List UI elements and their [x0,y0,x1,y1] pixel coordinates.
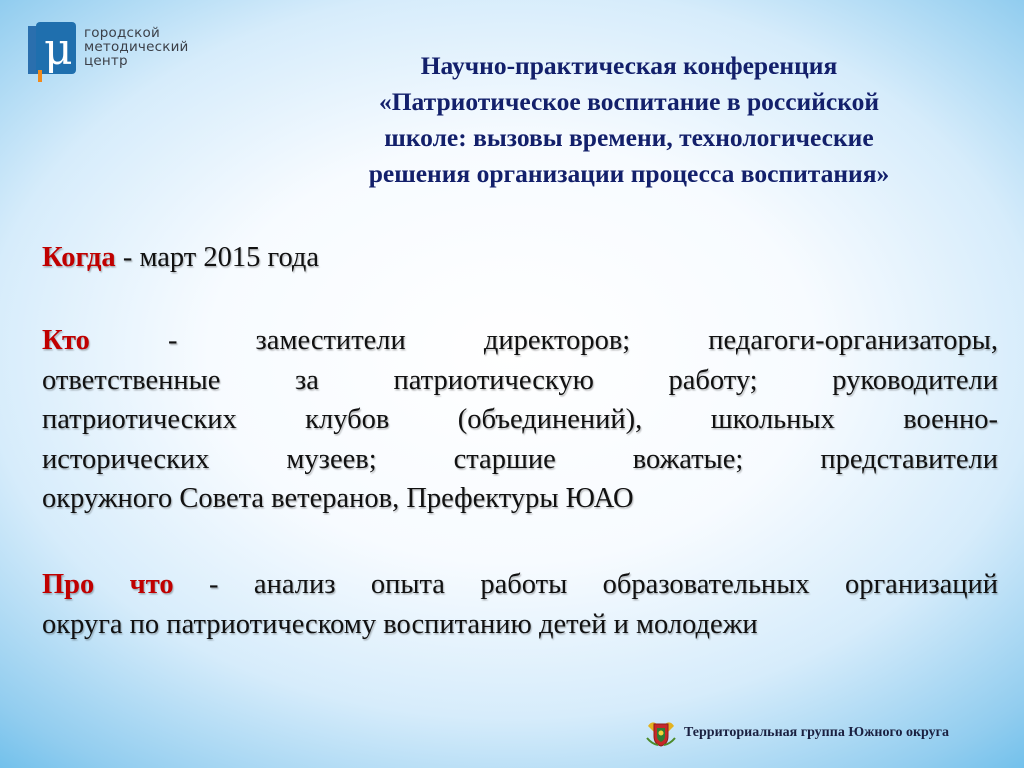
when-label: Когда [42,242,116,273]
title-line: решения организации процесса воспитания» [368,159,890,188]
who-paragraph [42,321,998,519]
slide-title [262,48,996,192]
who-line: исторических музеев; старшие вожатые; представители [42,443,998,475]
mu-logo-icon [28,20,82,82]
about-label: Про что [42,569,174,600]
title-line: Научно-практическая конференция [420,51,838,80]
who-label: Кто [42,325,90,356]
when-text: март 2015 года [139,242,320,273]
logo-line: центр [84,53,128,69]
about-text: - анализ опыта работы образовательных организаций [173,569,998,600]
svg-text:μ: μ [44,24,73,75]
who-line [42,321,998,361]
title-line: «Патриотическое воспитание в российской [378,87,880,116]
coat-of-arms-icon [644,718,678,748]
about-line: округа по патриотическому воспитанию детей и молодежи [42,608,758,640]
who-line: патриотических клубов (объединений), школьных военно- [42,404,998,435]
logo-line: методический [84,39,189,55]
about-line [42,565,998,605]
about-paragraph [42,565,998,644]
footer [644,718,949,748]
when-paragraph [42,238,998,278]
title-line: школе: вызовы времени, технологические [384,123,874,152]
logo-caption [84,26,189,68]
footer-text: Территориальная группа Южного округа [684,725,950,740]
gmc-logo [28,20,218,82]
logo-line: городской [84,25,160,41]
who-text: - заместители директоров; педагоги-организаторы, [89,325,998,356]
who-line: ответственные за патриотическую работу; руководители [42,364,998,396]
who-line: окружного Совета ветеранов, Префектуры ЮАО [42,483,634,514]
when-separator: - [115,242,140,273]
